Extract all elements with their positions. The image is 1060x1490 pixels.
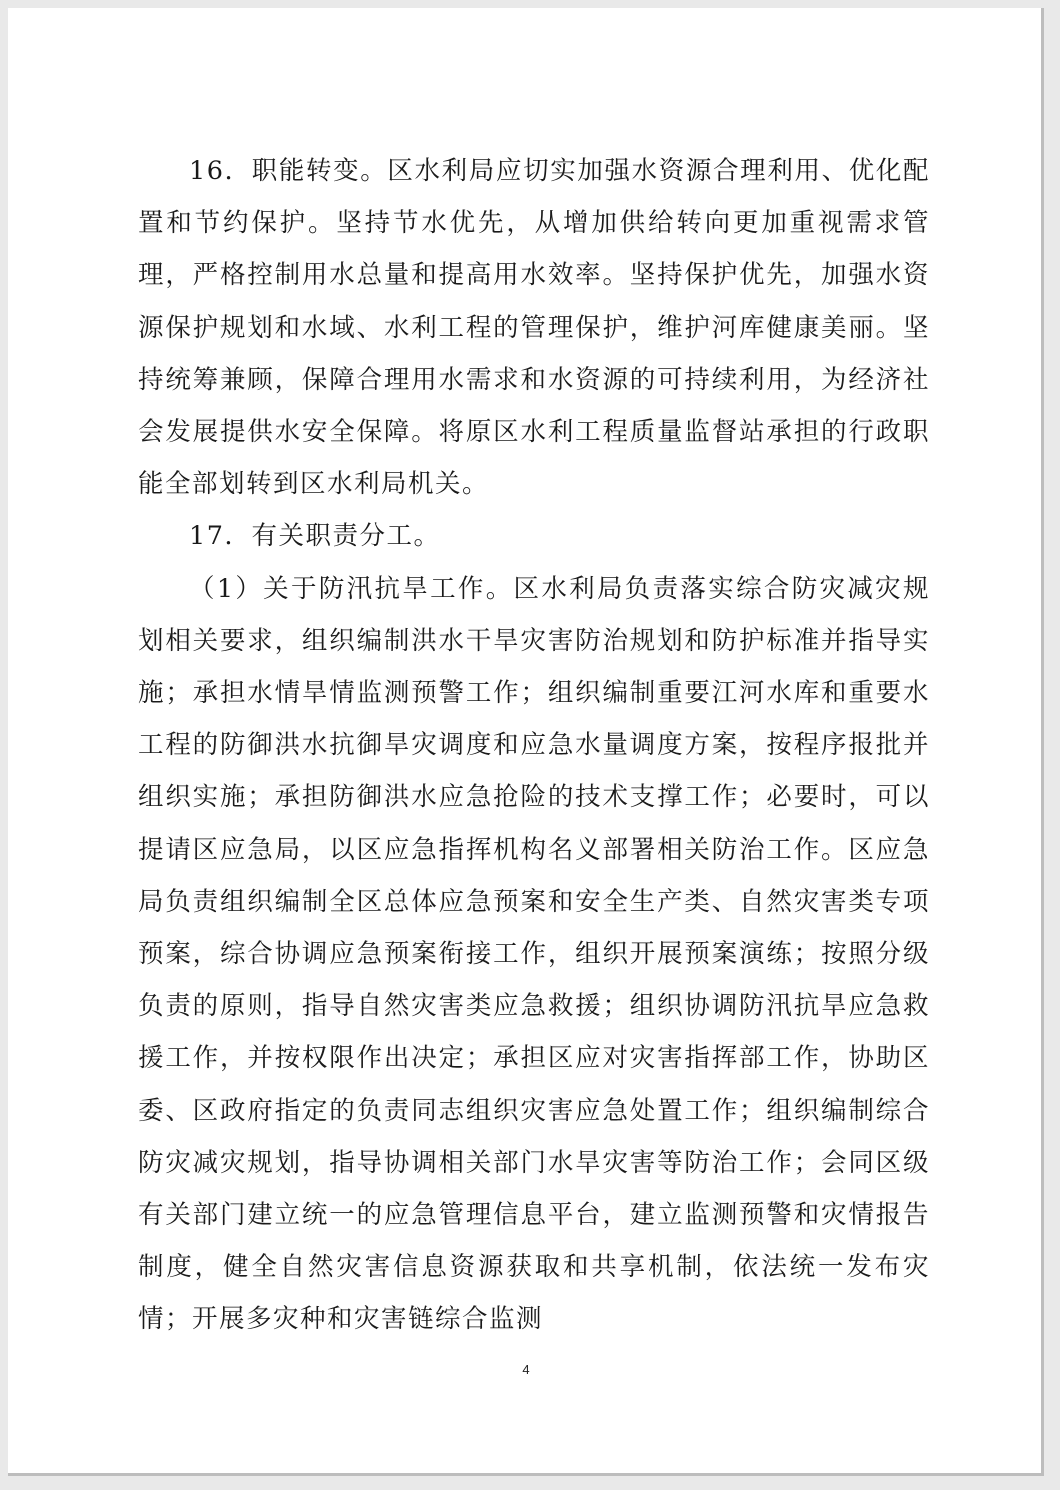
document-body xyxy=(138,145,930,1346)
paragraph-16: 16．职能转变。区水利局应切实加强水资源合理利用、优化配置和节约保护。坚持节水优先，从增加供给转向更加重视需求管理，严格控制用水总量和提高用水效率。坚持保护优先，加强水资源保护规划和水域、水利工程的管理保护，维护河库健康美丽。坚持统筹兼顾，保障合理用水需求和水资源的可持续利用，为经济社会发展提供水安全保障。将原区水利工程质量监督站承担的行政职能全部划转到区水利局机关。 xyxy=(138,156,930,500)
document-page xyxy=(8,8,1044,1476)
paragraph-17-1: （1）关于防汛抗旱工作。区水利局负责落实综合防灾减灾规划相关要求，组织编制洪水干旱灾害防治规划和防护标准并指导实施；承担水情旱情监测预警工作；组织编制重要江河水库和重要水工程的防御洪水抗御旱灾调度和应急水量调度方案，按程序报批并组织实施；承担防御洪水应急抢险的技术支撑工作；必要时，可以提请区应急局，以区应急指挥机构名义部署相关防治工作。区应急局负责组织编制全区总体应急预案和安全生产类、自然灾害类专项预案，综合协调应急预案衔接工作，组织开展预案演练；按照分级负责的原则，指导自然灾害类应急救援；组织协调防汛抗旱应急救援工作，并按权限作出决定；承担区应对灾害指挥部工作，协助区委、区政府指定的负责同志组织灾害应急处置工作；组织编制综合防灾减灾规划，指导协调相关部门水旱灾害等防治工作；会同区级有关部门建立统一的应急管理信息平台，建立监测预警和灾情报告制度，健全自然灾害信息资源获取和共享机制，依法统一发布灾情；开展多灾种和灾害链综合监测 xyxy=(138,573,930,1335)
paragraph-17-heading: 17．有关职责分工。 xyxy=(189,521,441,552)
page-number: 4 xyxy=(522,1362,530,1377)
